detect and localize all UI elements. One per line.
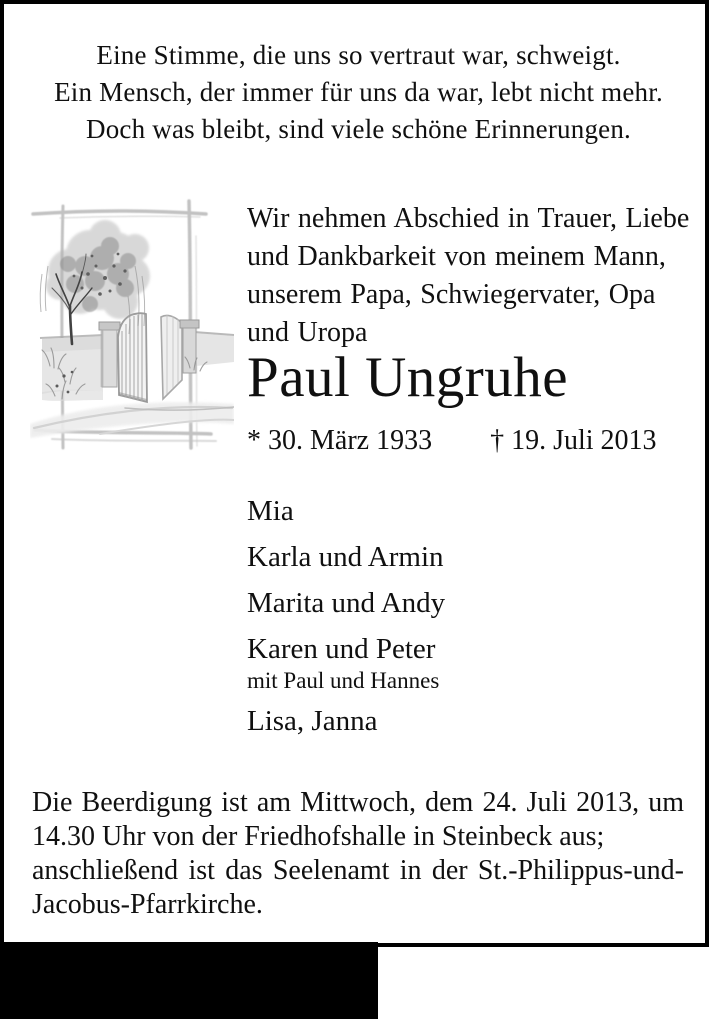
mourners-list (247, 496, 445, 737)
verse-line: Eine Stimme, die uns so vertraut war, schweigt. (96, 40, 621, 70)
farewell-paragraph (247, 200, 689, 352)
mourner-subnote: mit Paul und Hannes (247, 668, 440, 693)
funeral-info (32, 786, 684, 922)
farewell-line: unserem Papa, Schwiegervater, Opa (247, 279, 656, 310)
birth-date: * 30. März 1933 (247, 425, 433, 456)
mourner-name: Karen und Peter (247, 633, 436, 665)
farewell-line: und Uropa (247, 317, 368, 348)
life-dates (247, 425, 657, 457)
verse-line: Ein Mensch, der immer für uns da war, lebt nicht mehr. (54, 77, 663, 107)
farewell-line: und Dankbarkeit von meinem Mann, (247, 241, 666, 272)
memorial-verse (4, 37, 709, 148)
mourner-name: Mia (247, 495, 294, 527)
funeral-line: Jacobus-Pfarrkirche. (32, 889, 263, 920)
farewell-line: Wir nehmen Abschied in Trauer, Liebe (247, 203, 690, 234)
garden-gate-illustration (30, 196, 234, 454)
funeral-line: Die Beerdigung ist am Mittwoch, dem 24. Juli 2013, um (32, 787, 684, 818)
mourner-name: Marita und Andy (247, 587, 446, 619)
funeral-line: anschließend ist das Seelenamt in der St.-Philippus-und- (32, 855, 684, 886)
bottom-black-bar (0, 942, 378, 1019)
death-date: † 19. Juli 2013 (490, 425, 657, 456)
mourner-name: Karla und Armin (247, 541, 444, 573)
mourner-name: Lisa, Janna (247, 705, 378, 737)
deceased-name: Paul Ungruhe (247, 346, 569, 409)
verse-line: Doch was bleibt, sind viele schöne Erinnerungen. (86, 114, 631, 144)
funeral-line: 14.30 Uhr von der Friedhofshalle in Steinbeck aus; (32, 821, 605, 852)
